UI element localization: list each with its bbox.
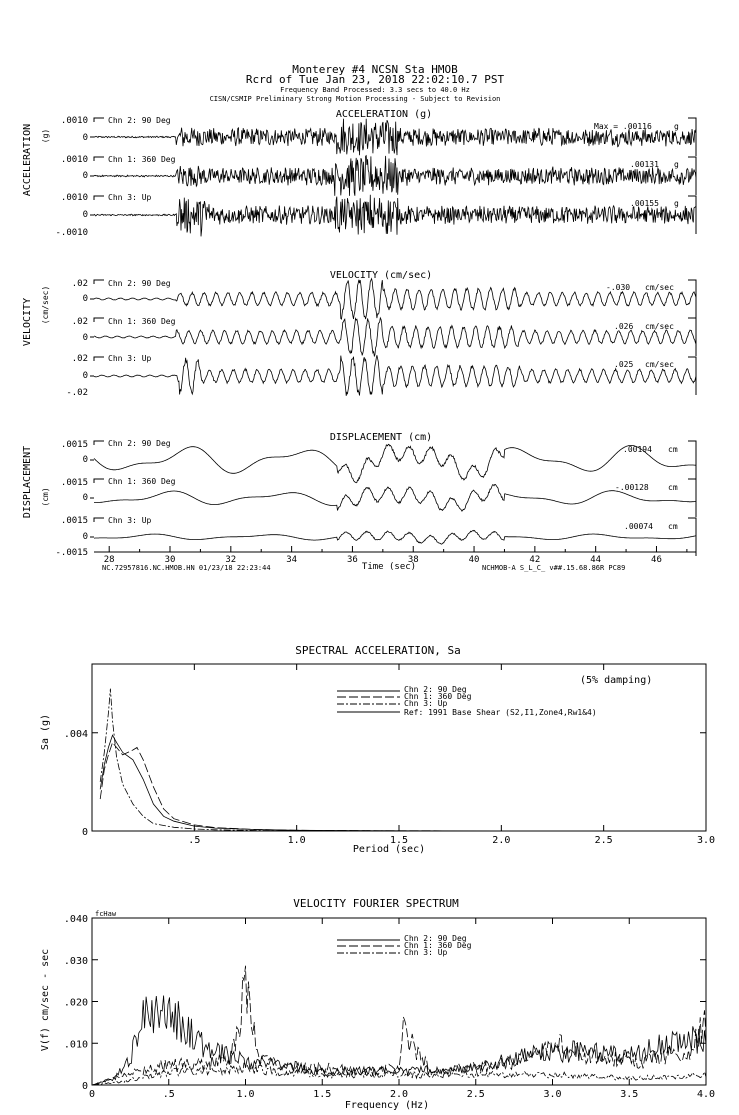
sa-legend-ch1: Chn 1: 360 Deg	[404, 692, 472, 701]
dis-ch3-ytick-top: .0015	[60, 516, 88, 526]
velocity-panel	[22, 270, 696, 398]
header-line1: Monterey #4 NCSN Sta HMOB	[292, 63, 458, 76]
sa-damping: (5% damping)	[580, 675, 653, 686]
acc-ch1-max: .00131	[630, 160, 659, 169]
vel-ch2-max: -.030	[606, 283, 631, 292]
vel-ch3-label: Chn 3: Up	[108, 354, 152, 363]
spectral-acceleration-xtick-label: 2.0	[492, 835, 511, 846]
sa-title: SPECTRAL ACCELERATION, Sa	[295, 644, 461, 657]
vel-ch2-ytick-top: .02	[71, 279, 88, 289]
spectral-acceleration-panel	[40, 644, 715, 855]
time-tick-label: 42	[529, 555, 541, 565]
time-tick-label: 32	[225, 555, 237, 565]
velocity-ch2-trace	[94, 355, 696, 396]
acc-ch2-ytick-top: .0010	[60, 116, 88, 126]
vel-ch1-ytick-mid: 0	[82, 333, 88, 343]
dis-ch2-label: Chn 2: 90 Deg	[108, 439, 171, 448]
sa-legend-ref: Ref: 1991 Base Shear (S2,I1,Zone4,Rw1&4)	[404, 708, 597, 717]
fs-corner-note: fcHaw	[95, 910, 117, 918]
vel-ch1-ytick-top: .02	[71, 317, 88, 327]
velocity-fourier-xtick-label: 1.5	[313, 1089, 332, 1100]
acc-ch1-label: Chn 1: 360 Deg	[108, 155, 176, 164]
acc-ch3-ytick-top: .0010	[60, 193, 88, 203]
dis-ch1-ytick-mid: 0	[82, 493, 88, 503]
fs-title: VELOCITY FOURIER SPECTRUM	[293, 897, 459, 910]
velocity-fourier-xtick-label: 0	[88, 1089, 96, 1100]
dis-ch1-ytick-top: .0015	[60, 478, 88, 488]
velocity-fourier-ytick-label: 0	[81, 1081, 88, 1092]
velocity-fourier-xtick-label: 1.0	[236, 1089, 255, 1100]
velocity-fourier-xtick-label: 3.0	[543, 1089, 562, 1100]
acceleration-yunit: (g)	[41, 128, 50, 144]
acceleration-panel	[22, 109, 696, 238]
vel-ch3-ytick-top: .02	[71, 354, 88, 364]
dis-ch2-unit: cm	[668, 445, 678, 454]
time-tick-label: 28	[103, 555, 115, 565]
spectral-acceleration-xtick-label: 1.0	[287, 835, 306, 846]
velocity-title: VELOCITY (cm/sec)	[329, 270, 433, 281]
velocity-fourier-xtick-label: .5	[162, 1089, 175, 1100]
velocity-fourier-ytick-label: .020	[63, 997, 88, 1009]
time-tick-label: 38	[407, 555, 419, 565]
vel-ch3-unit: cm/sec	[645, 360, 674, 369]
spectral-acceleration-series-0	[100, 735, 706, 831]
fs-legend-ch2: Chn 2: 90 Deg	[404, 934, 467, 943]
dis-ch3-max: .00074	[624, 522, 653, 531]
dis-ch3-label: Chn 3: Up	[108, 516, 152, 525]
acc-ch2-ytick-mid: 0	[82, 133, 88, 143]
time-tick-label: 36	[347, 555, 358, 565]
acc-ch3-label: Chn 3: Up	[108, 193, 152, 202]
sa-legend-ch3: Chn 3: Up	[404, 699, 448, 708]
fs-xlabel: Frequency (Hz)	[344, 1100, 430, 1111]
sa-legend-ch2: Chn 2: 90 Deg	[404, 685, 467, 694]
velocity-fourier-ytick-label: .030	[63, 955, 88, 967]
velocity-fourier-xtick-label: 2.0	[389, 1089, 409, 1100]
acceleration-ylabel: ACCELERATION	[22, 123, 33, 197]
dis-ch2-ytick-top: .0015	[60, 440, 88, 450]
displacement-title: DISPLACEMENT (cm)	[329, 432, 433, 443]
spectral-acceleration-xtick-label: 1.5	[389, 835, 409, 846]
acceleration-ch2-trace	[94, 195, 696, 237]
velocity-yunit: (cm/sec)	[41, 285, 50, 325]
time-xlabel: Time (sec)	[361, 562, 417, 572]
acc-ch2-label: Chn 2: 90 Deg	[108, 116, 171, 125]
dis-ch1-max: -.00128	[615, 483, 649, 492]
spectral-acceleration-xtick-label: .5	[188, 835, 201, 846]
time-tick-label: 30	[164, 555, 176, 565]
acc-ch1-unit: g	[674, 160, 679, 169]
dis-ch3-ytick-mid: 0	[82, 532, 88, 542]
acc-ch1-ytick-top: .0010	[60, 155, 88, 165]
sa-xlabel: Period (sec)	[352, 844, 426, 855]
velocity-fourier-series-1	[92, 966, 706, 1085]
footer-right: NCHMOB-A S_L_C_ v##.15.68.86R PC89	[482, 564, 626, 572]
displacement-panel	[22, 432, 696, 572]
velocity-fourier-xtick-label: 3.5	[620, 1089, 639, 1100]
fs-legend-ch1: Chn 1: 360 Deg	[404, 941, 472, 950]
dis-ch2-ytick-mid: 0	[82, 455, 88, 465]
time-tick-label: 40	[468, 555, 480, 565]
dis-ch2-max: .00194	[623, 445, 652, 454]
spectral-acceleration-ytick-label: 0	[81, 827, 88, 838]
dis-ch3-unit: cm	[668, 522, 678, 531]
acc-ch1-ytick-mid: 0	[82, 171, 88, 181]
header-line2: Rcrd of Tue Jan 23, 2018 22:02:10.7 PST	[245, 73, 505, 86]
fs-frame	[92, 918, 706, 1085]
displacement-ch2-frame	[94, 518, 696, 556]
sa-legend	[337, 685, 597, 717]
spectral-acceleration-xtick-label: 2.5	[594, 835, 613, 846]
acceleration-ch1-trace	[94, 156, 696, 196]
velocity-ylabel: VELOCITY	[22, 297, 33, 347]
acc-ch3-max: .00155	[630, 199, 659, 208]
fourier-panel	[40, 897, 715, 1111]
displacement-ylabel: DISPLACEMENT	[22, 445, 33, 519]
fs-legend-ch3: Chn 3: Up	[404, 948, 448, 957]
time-tick-label: 44	[590, 555, 602, 565]
vel-ch2-label: Chn 2: 90 Deg	[108, 279, 171, 288]
vel-ch3-ytick-mid: 0	[82, 371, 88, 381]
sa-frame	[92, 664, 706, 831]
spectral-acceleration-series-1	[100, 743, 706, 831]
velocity-fourier-series-0	[92, 996, 706, 1086]
displacement-ch0-frame	[94, 441, 696, 479]
velocity-fourier-ytick-label: .010	[63, 1039, 88, 1051]
vel-ch1-max: .026	[614, 322, 634, 331]
vel-ch1-unit: cm/sec	[645, 322, 674, 331]
sa-ylabel: Sa (g)	[40, 713, 51, 751]
vel-ch2-unit: cm/sec	[645, 283, 674, 292]
velocity-fourier-ytick-label: .040	[63, 914, 88, 925]
acc-ch3-unit: g	[674, 199, 679, 208]
time-tick-label: 46	[651, 555, 662, 565]
displacement-yunit: (cm)	[41, 487, 50, 507]
spectral-acceleration-ytick-label: .004	[63, 728, 88, 740]
footer-left: NC.72957816.NC.HMOB.HN 01/23/18 22:23:44	[102, 564, 271, 572]
acc-ch2-unit: g	[674, 122, 679, 131]
velocity-ch1-trace	[94, 318, 696, 356]
velocity-fourier-xtick-label: 4.0	[696, 1089, 716, 1100]
acc-ch2-max: Max = .00116	[594, 122, 652, 131]
fs-legend	[337, 934, 472, 957]
spectral-acceleration-xtick-label: 3.0	[696, 835, 716, 846]
vel-ch3-max: .025	[614, 360, 634, 369]
acc-ch3-ytick-mid: 0	[82, 210, 88, 220]
vel-ch2-ytick-mid: 0	[82, 294, 88, 304]
acceleration-title: ACCELERATION (g)	[335, 109, 433, 120]
header-line4: CISN/CSMIP Preliminary Strong Motion Processing - Subject to Revision	[209, 95, 501, 103]
fs-ylabel: V(f) cm/sec - sec	[40, 948, 51, 1052]
dis-ch1-label: Chn 1: 360 Deg	[108, 477, 176, 486]
vel-ch1-label: Chn 1: 360 Deg	[108, 317, 176, 326]
displacement-ch2-trace	[94, 530, 696, 544]
dis-ch1-unit: cm	[668, 483, 678, 492]
displacement-ch1-trace	[94, 484, 696, 511]
time-tick-label: 34	[286, 555, 298, 565]
acc-ch3-ytick-bot: -.0010	[55, 228, 88, 238]
dis-ch3-ytick-bot: -.0015	[55, 548, 88, 558]
displacement-ch0-trace	[94, 444, 696, 483]
velocity-fourier-xtick-label: 2.5	[466, 1089, 485, 1100]
vel-ch3-ytick-bot: -.02	[66, 388, 88, 398]
velocity-ch2-frame	[94, 357, 696, 395]
header-line3: Frequency Band Processed: 3.3 secs to 40.0 Hz	[280, 86, 470, 94]
